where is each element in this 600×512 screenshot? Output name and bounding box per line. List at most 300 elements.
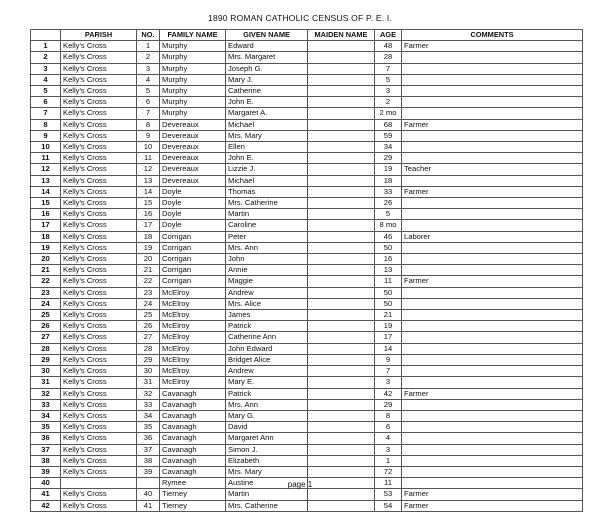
row-number-cell: 24: [31, 298, 61, 309]
parish-cell: Kelly's Cross: [61, 410, 137, 421]
census-table: [30, 29, 583, 512]
comments-cell: [402, 332, 583, 343]
parish-cell: Kelly's Cross: [61, 74, 137, 85]
given-name-cell: Mrs. Catherine: [226, 500, 308, 511]
given-name-cell: Edward: [226, 41, 308, 52]
table-row: [31, 276, 583, 287]
household-number-cell: 26: [137, 321, 160, 332]
family-name-cell: Murphy: [160, 86, 226, 97]
given-name-cell: Mary E.: [226, 377, 308, 388]
row-number-cell: 33: [31, 399, 61, 410]
table-row: [31, 466, 583, 477]
maiden-name-cell: [308, 108, 375, 119]
comments-cell: [402, 354, 583, 365]
age-cell: 11: [375, 276, 402, 287]
comments-cell: Farmer: [402, 500, 583, 511]
family-name-cell: Cavanagh: [160, 455, 226, 466]
family-name-cell: Cavanagh: [160, 410, 226, 421]
table-row: [31, 444, 583, 455]
family-name-cell: Devereaux: [160, 153, 226, 164]
maiden-name-cell: [308, 265, 375, 276]
family-name-cell: Murphy: [160, 52, 226, 63]
parish-cell: Kelly's Cross: [61, 276, 137, 287]
maiden-name-cell: [308, 242, 375, 253]
comments-cell: [402, 63, 583, 74]
given-name-cell: Ellen: [226, 142, 308, 153]
row-number-cell: 25: [31, 310, 61, 321]
household-number-cell: 34: [137, 410, 160, 421]
maiden-name-cell: [308, 220, 375, 231]
row-number-cell: 5: [31, 86, 61, 97]
maiden-name-cell: [308, 422, 375, 433]
family-name-cell: Tierney: [160, 500, 226, 511]
maiden-name-cell: [308, 444, 375, 455]
given-name-cell: Maggie: [226, 276, 308, 287]
row-number-cell: 20: [31, 254, 61, 265]
age-cell: 59: [375, 130, 402, 141]
given-name-cell: John E.: [226, 97, 308, 108]
table-row: [31, 489, 583, 500]
row-number-cell: 39: [31, 466, 61, 477]
comments-cell: [402, 108, 583, 119]
family-name-cell: Devereaux: [160, 119, 226, 130]
comments-cell: Farmer: [402, 276, 583, 287]
maiden-name-cell: [308, 231, 375, 242]
header-no: NO.: [137, 30, 160, 41]
household-number-cell: 19: [137, 242, 160, 253]
age-cell: 54: [375, 500, 402, 511]
table-row: [31, 209, 583, 220]
parish-cell: Kelly's Cross: [61, 489, 137, 500]
comments-cell: [402, 321, 583, 332]
table-row: [31, 198, 583, 209]
maiden-name-cell: [308, 186, 375, 197]
table-row: [31, 108, 583, 119]
row-number-cell: 6: [31, 97, 61, 108]
maiden-name-cell: [308, 52, 375, 63]
given-name-cell: John Edward: [226, 343, 308, 354]
table-row: [31, 63, 583, 74]
household-number-cell: 6: [137, 97, 160, 108]
family-name-cell: Devereaux: [160, 142, 226, 153]
age-cell: 8 mo: [375, 220, 402, 231]
age-cell: 3: [375, 444, 402, 455]
household-number-cell: 17: [137, 220, 160, 231]
given-name-cell: Catherine: [226, 86, 308, 97]
household-number-cell: 1: [137, 41, 160, 52]
maiden-name-cell: [308, 153, 375, 164]
family-name-cell: Murphy: [160, 108, 226, 119]
row-number-cell: 1: [31, 41, 61, 52]
given-name-cell: David: [226, 422, 308, 433]
table-row: [31, 332, 583, 343]
household-number-cell: 25: [137, 310, 160, 321]
parish-cell: Kelly's Cross: [61, 343, 137, 354]
age-cell: 48: [375, 41, 402, 52]
maiden-name-cell: [308, 366, 375, 377]
given-name-cell: Elizabeth: [226, 455, 308, 466]
age-cell: 5: [375, 74, 402, 85]
parish-cell: Kelly's Cross: [61, 310, 137, 321]
maiden-name-cell: [308, 254, 375, 265]
census-body: [31, 41, 583, 512]
maiden-name-cell: [308, 332, 375, 343]
row-number-cell: 41: [31, 489, 61, 500]
comments-cell: Farmer: [402, 388, 583, 399]
maiden-name-cell: [308, 310, 375, 321]
table-row: [31, 455, 583, 466]
row-number-cell: 27: [31, 332, 61, 343]
given-name-cell: Andrew: [226, 366, 308, 377]
comments-cell: [402, 254, 583, 265]
family-name-cell: Cavanagh: [160, 399, 226, 410]
age-cell: 34: [375, 142, 402, 153]
given-name-cell: Mary J.: [226, 74, 308, 85]
family-name-cell: Cavanagh: [160, 433, 226, 444]
table-row: [31, 422, 583, 433]
family-name-cell: Cavanagh: [160, 422, 226, 433]
parish-cell: Kelly's Cross: [61, 153, 137, 164]
family-name-cell: Corrigan: [160, 254, 226, 265]
maiden-name-cell: [308, 433, 375, 444]
age-cell: 3: [375, 86, 402, 97]
family-name-cell: Cavanagh: [160, 444, 226, 455]
age-cell: 50: [375, 287, 402, 298]
parish-cell: Kelly's Cross: [61, 164, 137, 175]
age-cell: 50: [375, 242, 402, 253]
household-number-cell: 11: [137, 153, 160, 164]
parish-cell: Kelly's Cross: [61, 332, 137, 343]
household-number-cell: 7: [137, 108, 160, 119]
given-name-cell: Mrs. Mary: [226, 466, 308, 477]
parish-cell: Kelly's Cross: [61, 52, 137, 63]
maiden-name-cell: [308, 321, 375, 332]
parish-cell: Kelly's Cross: [61, 41, 137, 52]
household-number-cell: 4: [137, 74, 160, 85]
comments-cell: Farmer: [402, 186, 583, 197]
given-name-cell: Simon J.: [226, 444, 308, 455]
age-cell: 7: [375, 366, 402, 377]
parish-cell: Kelly's Cross: [61, 220, 137, 231]
family-name-cell: Devereaux: [160, 164, 226, 175]
parish-cell: Kelly's Cross: [61, 265, 137, 276]
household-number-cell: 41: [137, 500, 160, 511]
table-row: [31, 265, 583, 276]
row-number-cell: 16: [31, 209, 61, 220]
age-cell: 2: [375, 97, 402, 108]
maiden-name-cell: [308, 41, 375, 52]
row-number-cell: 28: [31, 343, 61, 354]
household-number-cell: 23: [137, 287, 160, 298]
comments-cell: Farmer: [402, 41, 583, 52]
household-number-cell: 37: [137, 444, 160, 455]
household-number-cell: 22: [137, 276, 160, 287]
header-age: AGE: [375, 30, 402, 41]
family-name-cell: Corrigan: [160, 242, 226, 253]
given-name-cell: Andrew: [226, 287, 308, 298]
row-number-cell: 17: [31, 220, 61, 231]
household-number-cell: 24: [137, 298, 160, 309]
maiden-name-cell: [308, 287, 375, 298]
age-cell: 1: [375, 455, 402, 466]
comments-cell: [402, 142, 583, 153]
given-name-cell: Peter: [226, 231, 308, 242]
comments-cell: [402, 343, 583, 354]
parish-cell: Kelly's Cross: [61, 422, 137, 433]
comments-cell: [402, 74, 583, 85]
household-number-cell: 27: [137, 332, 160, 343]
comments-cell: [402, 410, 583, 421]
household-number-cell: 35: [137, 422, 160, 433]
comments-cell: [402, 310, 583, 321]
age-cell: 72: [375, 466, 402, 477]
table-row: [31, 354, 583, 365]
table-row: [31, 186, 583, 197]
family-name-cell: Murphy: [160, 74, 226, 85]
row-number-cell: 29: [31, 354, 61, 365]
family-name-cell: McElroy: [160, 366, 226, 377]
age-cell: 3: [375, 377, 402, 388]
given-name-cell: Thomas: [226, 186, 308, 197]
household-number-cell: 38: [137, 455, 160, 466]
family-name-cell: Devereaux: [160, 130, 226, 141]
maiden-name-cell: [308, 63, 375, 74]
comments-cell: [402, 209, 583, 220]
page-title: 1890 ROMAN CATHOLIC CENSUS OF P. E. I.: [208, 13, 392, 23]
parish-cell: Kelly's Cross: [61, 298, 137, 309]
family-name-cell: Tierney: [160, 489, 226, 500]
household-number-cell: 5: [137, 86, 160, 97]
given-name-cell: Patrick: [226, 388, 308, 399]
family-name-cell: McElroy: [160, 310, 226, 321]
age-cell: 6: [375, 422, 402, 433]
maiden-name-cell: [308, 410, 375, 421]
table-row: [31, 399, 583, 410]
table-row: [31, 41, 583, 52]
family-name-cell: McElroy: [160, 343, 226, 354]
header-maiden-name: MAIDEN NAME: [308, 30, 375, 41]
given-name-cell: Bridget Alice: [226, 354, 308, 365]
given-name-cell: Mrs. Margaret: [226, 52, 308, 63]
age-cell: 9: [375, 354, 402, 365]
comments-cell: [402, 455, 583, 466]
household-number-cell: 13: [137, 175, 160, 186]
comments-cell: Farmer: [402, 119, 583, 130]
row-number-cell: 35: [31, 422, 61, 433]
table-row: [31, 287, 583, 298]
household-number-cell: 14: [137, 186, 160, 197]
age-cell: 4: [375, 433, 402, 444]
age-cell: 33: [375, 186, 402, 197]
household-number-cell: 30: [137, 366, 160, 377]
given-name-cell: Austine: [226, 478, 308, 489]
parish-cell: Kelly's Cross: [61, 444, 137, 455]
given-name-cell: John: [226, 254, 308, 265]
maiden-name-cell: [308, 164, 375, 175]
family-name-cell: McElroy: [160, 354, 226, 365]
age-cell: 19: [375, 164, 402, 175]
given-name-cell: Michael: [226, 119, 308, 130]
header-comments: COMMENTS: [402, 30, 583, 41]
row-number-cell: 21: [31, 265, 61, 276]
comments-cell: Farmer: [402, 489, 583, 500]
age-cell: 5: [375, 209, 402, 220]
row-number-cell: 13: [31, 175, 61, 186]
row-number-cell: 11: [31, 153, 61, 164]
household-number-cell: 40: [137, 489, 160, 500]
family-name-cell: McElroy: [160, 321, 226, 332]
row-number-cell: 10: [31, 142, 61, 153]
given-name-cell: Annie: [226, 265, 308, 276]
age-cell: 16: [375, 254, 402, 265]
given-name-cell: Margaret Ann: [226, 433, 308, 444]
maiden-name-cell: [308, 399, 375, 410]
table-row: [31, 410, 583, 421]
maiden-name-cell: [308, 119, 375, 130]
age-cell: 53: [375, 489, 402, 500]
maiden-name-cell: [308, 198, 375, 209]
table-row: [31, 366, 583, 377]
comments-cell: [402, 422, 583, 433]
table-row: [31, 433, 583, 444]
comments-cell: [402, 175, 583, 186]
row-number-cell: 23: [31, 287, 61, 298]
household-number-cell: 3: [137, 63, 160, 74]
maiden-name-cell: [308, 455, 375, 466]
parish-cell: Kelly's Cross: [61, 231, 137, 242]
row-number-cell: 2: [31, 52, 61, 63]
table-row: [31, 74, 583, 85]
parish-cell: Kelly's Cross: [61, 130, 137, 141]
given-name-cell: Joseph G.: [226, 63, 308, 74]
household-number-cell: 18: [137, 231, 160, 242]
table-row: [31, 52, 583, 63]
parish-cell: Kelly's Cross: [61, 108, 137, 119]
parish-cell: Kelly's Cross: [61, 254, 137, 265]
household-number-cell: 21: [137, 265, 160, 276]
table-row: [31, 254, 583, 265]
header-parish: PARISH: [61, 30, 137, 41]
table-row: [31, 500, 583, 511]
family-name-cell: Devereaux: [160, 175, 226, 186]
given-name-cell: Mrs. Ann: [226, 242, 308, 253]
household-number-cell: 33: [137, 399, 160, 410]
family-name-cell: McElroy: [160, 298, 226, 309]
row-number-cell: 15: [31, 198, 61, 209]
age-cell: 18: [375, 175, 402, 186]
parish-cell: Kelly's Cross: [61, 500, 137, 511]
comments-cell: [402, 287, 583, 298]
comments-cell: [402, 153, 583, 164]
given-name-cell: Martin: [226, 489, 308, 500]
parish-cell: Kelly's Cross: [61, 455, 137, 466]
comments-cell: [402, 444, 583, 455]
table-row: [31, 164, 583, 175]
header-row-number: [31, 30, 61, 41]
maiden-name-cell: [308, 74, 375, 85]
household-number-cell: 31: [137, 377, 160, 388]
table-row: [31, 97, 583, 108]
row-number-cell: 32: [31, 388, 61, 399]
given-name-cell: Mary G.: [226, 410, 308, 421]
row-number-cell: 7: [31, 108, 61, 119]
row-number-cell: 30: [31, 366, 61, 377]
family-name-cell: McElroy: [160, 287, 226, 298]
family-name-cell: Murphy: [160, 63, 226, 74]
given-name-cell: Martin: [226, 209, 308, 220]
age-cell: 68: [375, 119, 402, 130]
given-name-cell: James: [226, 310, 308, 321]
comments-cell: Laborer: [402, 231, 583, 242]
age-cell: 50: [375, 298, 402, 309]
comments-cell: [402, 433, 583, 444]
table-row: [31, 130, 583, 141]
parish-cell: Kelly's Cross: [61, 209, 137, 220]
given-name-cell: Mrs. Alice: [226, 298, 308, 309]
table-row: [31, 86, 583, 97]
given-name-cell: Mrs. Mary: [226, 130, 308, 141]
family-name-cell: Murphy: [160, 97, 226, 108]
table-row: [31, 142, 583, 153]
row-number-cell: 9: [31, 130, 61, 141]
given-name-cell: Margaret A.: [226, 108, 308, 119]
age-cell: 42: [375, 388, 402, 399]
table-row: [31, 377, 583, 388]
age-cell: 11: [375, 478, 402, 489]
comments-cell: [402, 220, 583, 231]
age-cell: 13: [375, 265, 402, 276]
maiden-name-cell: [308, 298, 375, 309]
maiden-name-cell: [308, 343, 375, 354]
table-row: [31, 242, 583, 253]
row-number-cell: 19: [31, 242, 61, 253]
parish-cell: Kelly's Cross: [61, 242, 137, 253]
row-number-cell: 12: [31, 164, 61, 175]
maiden-name-cell: [308, 489, 375, 500]
table-row: [31, 343, 583, 354]
household-number-cell: 29: [137, 354, 160, 365]
household-number-cell: 12: [137, 164, 160, 175]
age-cell: 28: [375, 52, 402, 63]
comments-cell: [402, 298, 583, 309]
header-row: [31, 30, 583, 41]
household-number-cell: 32: [137, 388, 160, 399]
age-cell: 8: [375, 410, 402, 421]
table-row: [31, 310, 583, 321]
parish-cell: Kelly's Cross: [61, 63, 137, 74]
row-number-cell: 36: [31, 433, 61, 444]
maiden-name-cell: [308, 500, 375, 511]
table-row: [31, 298, 583, 309]
row-number-cell: 14: [31, 186, 61, 197]
given-name-cell: Lizzie J.: [226, 164, 308, 175]
row-number-cell: 22: [31, 276, 61, 287]
comments-cell: [402, 242, 583, 253]
header-family-name: FAMILY NAME: [160, 30, 226, 41]
family-name-cell: Murphy: [160, 41, 226, 52]
row-number-cell: 40: [31, 478, 61, 489]
table-row: [31, 220, 583, 231]
comments-cell: [402, 86, 583, 97]
maiden-name-cell: [308, 276, 375, 287]
family-name-cell: McElroy: [160, 332, 226, 343]
maiden-name-cell: [308, 142, 375, 153]
family-name-cell: Cavanagh: [160, 388, 226, 399]
comments-cell: Teacher: [402, 164, 583, 175]
family-name-cell: Corrigan: [160, 231, 226, 242]
family-name-cell: Rymee: [160, 478, 226, 489]
parish-cell: Kelly's Cross: [61, 321, 137, 332]
